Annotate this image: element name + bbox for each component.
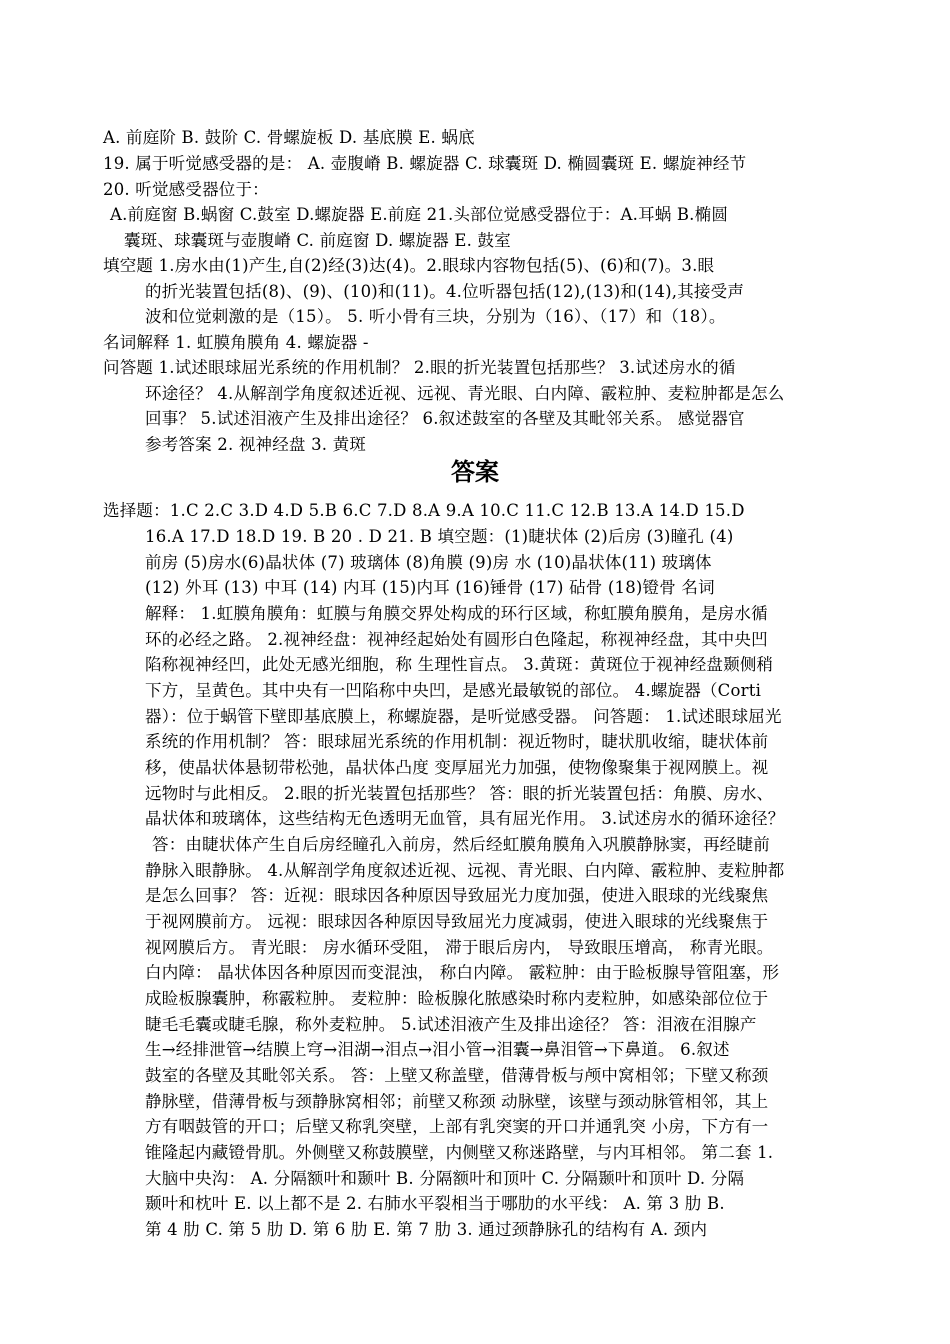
text-line: 大脑中央沟： A. 分隔额叶和颞叶 B. 分隔额叶和顶叶 C. 分隔颞叶和顶叶 D. 分隔 <box>145 1169 745 1188</box>
text-line: 成睑板腺囊肿，称霰粒肿。 麦粒肿：睑板腺化脓感染时称内麦粒肿，如感染部位位于 <box>145 989 769 1008</box>
text-line: 16.A 17.D 18.D 19. B 20 . D 21. B 填空题：(1)睫状体 (2)后房 (3)瞳孔 (4) <box>145 527 734 546</box>
text-line: 颞叶和枕叶 E. 以上都不是 2. 右肺水平裂相当于哪肋的水平线： A. 第 3 肋 B. <box>145 1194 725 1213</box>
text-line: 晶状体和玻璃体，这些结构无色透明无血管，具有屈光作用。 3.试述房水的循环途径？ <box>145 809 785 828</box>
text-line: 20. 听觉感受器位于： <box>103 180 269 199</box>
text-line: 鼓室的各壁及其毗邻关系。 答：上壁又称盖壁，借薄骨板与颅中窝相邻；下壁又称颈 <box>145 1066 769 1085</box>
text-line: 问答题 1.试述眼球屈光系统的作用机制？ 2.眼的折光装置包括那些？ 3.试述房水的循 <box>103 358 736 377</box>
text-line: 方有咽鼓管的开口；后壁又称乳突壁，上部有乳突窦的开口并通乳突 小房，下方有一 <box>145 1117 769 1136</box>
text-line: 静脉壁，借薄骨板与颈静脉窝相邻；前壁又称颈 动脉壁，该壁与颈动脉管相邻，其上 <box>145 1092 769 1111</box>
text-line: 前房 (5)房水(6)晶状体 (7) 玻璃体 (8)角膜 (9)房 水 (10)晶状体(11) 玻璃体 <box>145 553 712 572</box>
text-line: 静脉入眼静脉。 4.从解剖学角度叙述近视、远视、青光眼、白内障、霰粒肿、麦粒肿都 <box>145 861 785 880</box>
text-line: 白内障： 晶状体因各种原因而变混浊， 称白内障。 霰粒肿：由于睑板腺导管阻塞，形 <box>145 963 780 982</box>
text-line: 锥隆起内藏镫骨肌。外侧壁又称鼓膜壁，内侧壁又称迷路壁，与内耳相邻。 第二套 1. <box>145 1143 774 1162</box>
text-line: 于视网膜前方。 远视：眼球因各种原因导致屈光力度减弱，使进入眼球的光线聚焦于 <box>145 912 769 931</box>
text-line: 囊斑、球囊斑与壶腹嵴 C. 前庭窗 D. 螺旋器 E. 鼓室 <box>124 231 511 250</box>
text-line: 环途径？ 4.从解剖学角度叙述近视、远视、青光眼、白内障、霰粒肿、麦粒肿都是怎么 <box>145 384 785 403</box>
text-line: 参考答案 2. 视神经盘 3. 黄斑 <box>145 435 367 454</box>
text-line: 环的必经之路。 2.视神经盘：视神经起始处有圆形白色隆起，称视神经盘，其中央凹 <box>145 630 768 649</box>
text-line: 视网膜后方。 青光眼： 房水循环受阻， 滞于眼后房内， 导致眼压增高， 称青光眼。 <box>145 938 774 957</box>
text-line: 的折光装置包括(8)、(9)、(10)和(11)。4.位听器包括(12),(13)和(14),其接受声 <box>145 282 745 301</box>
text-line: 解释： 1.虹膜角膜角：虹膜与角膜交界处构成的环行区域，称虹膜角膜角，是房水循 <box>145 604 768 623</box>
text-line: 器）：位于蜗管下壁即基底膜上，称螺旋器，是听觉感受器。 问答题： 1.试述眼球屈光 <box>145 707 782 726</box>
text-line: 波和位觉刺激的是（15）。 5. 听小骨有三块，分别为（16）、（17）和（18）。 <box>145 307 726 326</box>
text-line: 移，使晶状体悬韧带松弛，晶状体凸度 变厚屈光力加强，使物像聚集于视网膜上。视 <box>145 758 769 777</box>
text-line: 19. 属于听觉感受器的是： A. 壶腹嵴 B. 螺旋器 C. 球囊斑 D. 椭圆囊斑 E. 螺旋神经节 <box>103 154 747 173</box>
text-line: 填空题 1.房水由(1)产生,自(2)经(3)达(4)。2.眼球内容物包括(5)、(6)和(7)。3.眼 <box>103 256 715 275</box>
text-line: 选择题：1.C 2.C 3.D 4.D 5.B 6.C 7.D 8.A 9.A 10.C 11.C 12.B 13.A 14.D 15.D <box>103 501 745 520</box>
text-line: A. 前庭阶 B. 鼓阶 C. 骨螺旋板 D. 基底膜 E. 蜗底 <box>103 128 475 147</box>
text-line: 是怎么回事？ 答：近视：眼球因各种原因导致屈光力度加强，使进入眼球的光线聚焦 <box>145 886 769 905</box>
text-line: 回事？ 5.试述泪液产生及排出途径？ 6.叙述鼓室的各壁及其毗邻关系。 感觉器官 <box>145 409 745 428</box>
text-line: 远物时与此相反。 2.眼的折光装置包括那些？ 答：眼的折光装置包括：角膜、房水、 <box>145 784 774 803</box>
text-line: A.前庭窗 B.蜗窗 C.鼓室 D.螺旋器 E.前庭 21.头部位觉感受器位于：A.耳蜗 B.椭圆 <box>110 205 729 224</box>
text-line: 系统的作用机制？ 答：眼球屈光系统的作用机制：视近物时，睫状肌收缩，睫状体前 <box>145 732 769 751</box>
text-line: 答：由睫状体产生自后房经瞳孔入前房，然后经虹膜角膜角入巩膜静脉窦，再经睫前 <box>152 835 770 854</box>
text-line: 名词解释 1. 虹膜角膜角 4. 螺旋器 - <box>103 333 369 352</box>
text-line: 第 4 肋 C. 第 5 肋 D. 第 6 肋 E. 第 7 肋 3. 通过颈静脉孔的结构有 A. 颈内 <box>145 1220 708 1239</box>
text-line: 下方，呈黄色。其中央有一凹陷称中央凹，是感光最敏锐的部位。 4.螺旋器（Corti <box>145 681 762 700</box>
text-line: 生→经排泄管→结膜上穹→泪湖→泪点→泪小管→泪囊→鼻泪管→下鼻道。 6.叙述 <box>145 1040 730 1059</box>
text-line: 睫毛毛囊或睫毛腺，称外麦粒肿。 5.试述泪液产生及排出途径？ 答：泪液在泪腺产 <box>145 1015 757 1034</box>
answer-heading: 答案 <box>451 458 499 486</box>
text-line: (12) 外耳 (13) 中耳 (14) 内耳 (15)内耳 (16)锤骨 (17) 砧骨 (18)镫骨 名词 <box>145 578 715 597</box>
text-line: 陷称视神经凹，此处无感光细胞，称 生理性盲点。 3.黄斑：黄斑位于视神经盘颞侧稍 <box>145 655 774 674</box>
